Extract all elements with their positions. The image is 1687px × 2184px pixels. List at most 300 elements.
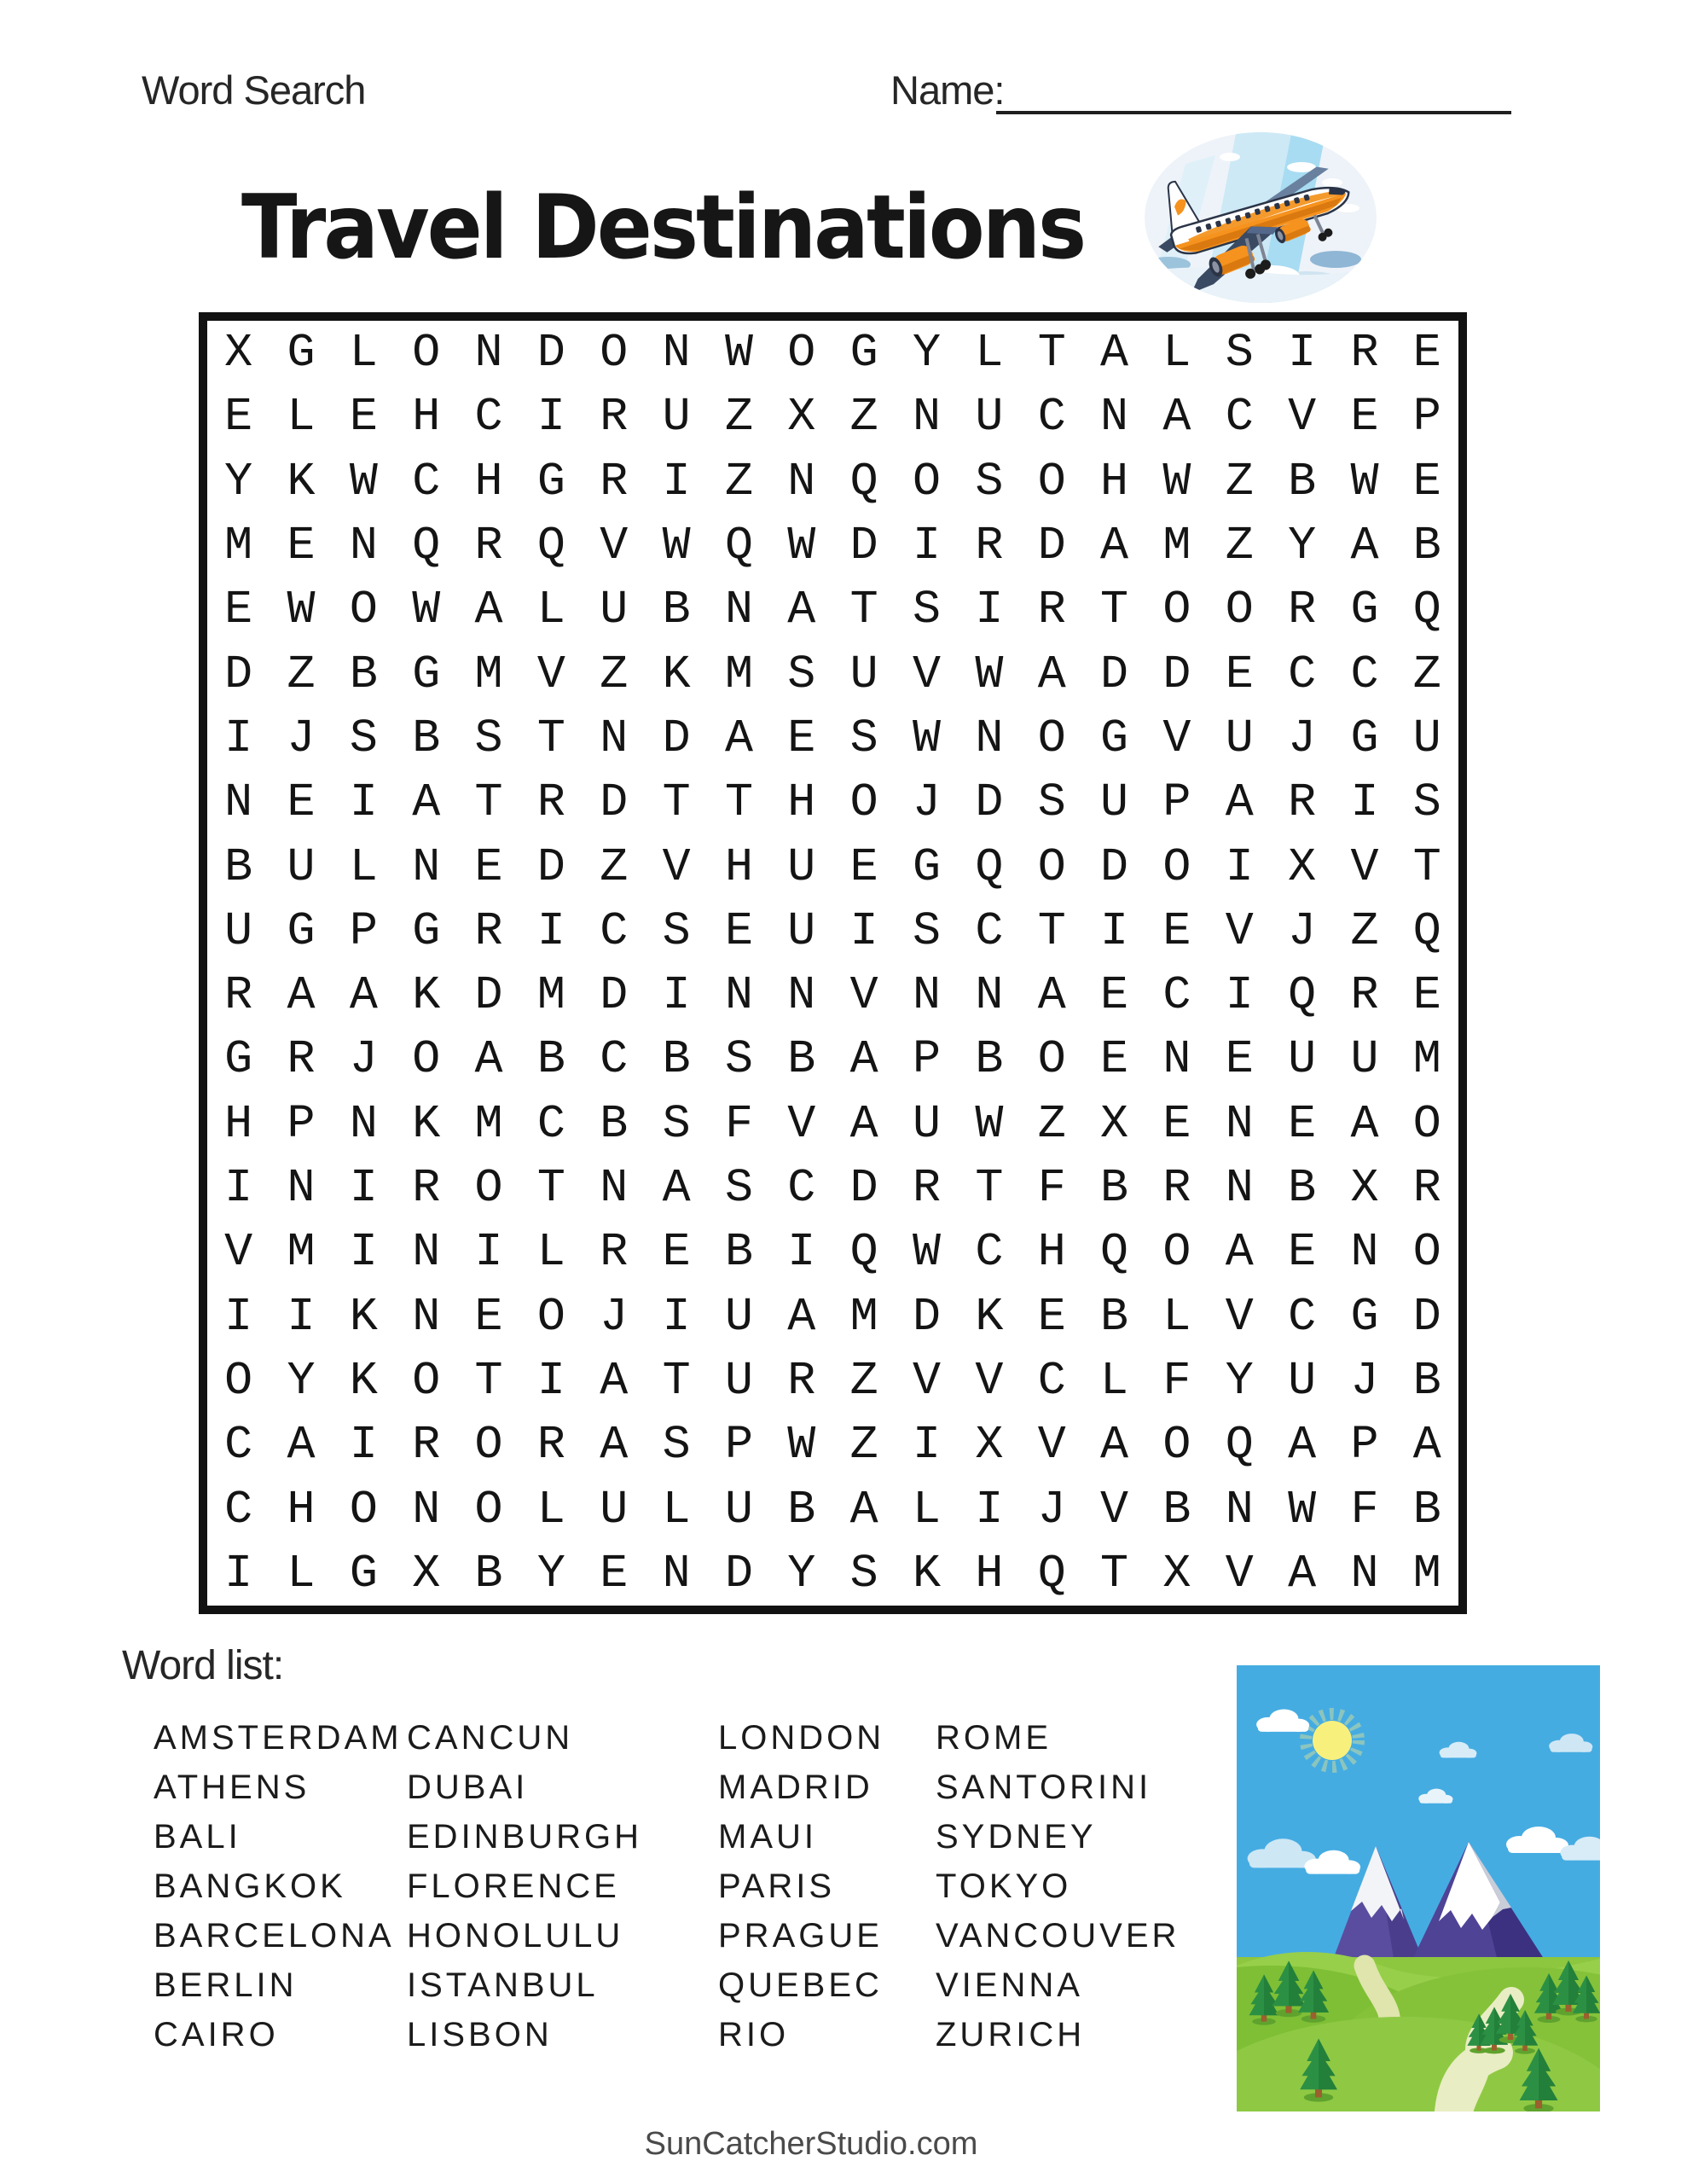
grid-cell[interactable]: A xyxy=(1350,1096,1379,1151)
grid-cell[interactable]: N xyxy=(412,839,441,894)
grid-cell[interactable]: X xyxy=(412,1546,441,1600)
grid-cell[interactable]: D xyxy=(662,711,691,765)
grid-cell[interactable]: B xyxy=(787,1032,816,1087)
grid-cell[interactable]: C xyxy=(536,1096,565,1151)
grid-cell[interactable]: E xyxy=(1412,968,1441,1023)
grid-cell[interactable]: A xyxy=(724,711,753,765)
grid-cell[interactable]: B xyxy=(224,839,253,894)
grid-cell[interactable]: Q xyxy=(1100,1225,1129,1280)
grid-cell[interactable]: C xyxy=(412,454,441,508)
grid-cell[interactable]: J xyxy=(1288,711,1317,765)
grid-cell[interactable]: N xyxy=(1350,1225,1379,1280)
grid-cell[interactable]: Y xyxy=(787,1546,816,1600)
grid-cell[interactable]: U xyxy=(600,1482,629,1536)
grid-cell[interactable]: W xyxy=(975,647,1004,701)
grid-cell[interactable]: E xyxy=(287,775,316,830)
grid-cell[interactable]: V xyxy=(1037,1418,1066,1472)
grid-cell[interactable]: W xyxy=(662,519,691,573)
grid-cell[interactable]: G xyxy=(287,903,316,958)
grid-cell[interactable]: J xyxy=(600,1289,629,1344)
grid-cell[interactable]: V xyxy=(913,647,942,701)
grid-cell[interactable]: K xyxy=(349,1289,378,1344)
grid-cell[interactable]: R xyxy=(287,1032,316,1087)
grid-cell[interactable]: J xyxy=(1350,1353,1379,1408)
grid-cell[interactable]: L xyxy=(287,1546,316,1600)
grid-cell[interactable]: V xyxy=(913,1353,942,1408)
grid-cell[interactable]: M xyxy=(1412,1032,1441,1087)
grid-cell[interactable]: I xyxy=(1100,903,1129,958)
grid-cell[interactable]: Q xyxy=(849,454,878,508)
grid-cell[interactable]: N xyxy=(1225,1161,1254,1216)
grid-cell[interactable]: B xyxy=(600,1096,629,1151)
grid-cell[interactable]: I xyxy=(1225,968,1254,1023)
grid-cell[interactable]: R xyxy=(536,1418,565,1472)
grid-cell[interactable]: T xyxy=(662,775,691,830)
grid-cell[interactable]: U xyxy=(849,647,878,701)
grid-cell[interactable]: E xyxy=(787,711,816,765)
grid-cell[interactable]: B xyxy=(662,583,691,637)
grid-cell[interactable]: O xyxy=(1162,839,1191,894)
grid-cell[interactable]: R xyxy=(224,968,253,1023)
grid-cell[interactable]: L xyxy=(349,839,378,894)
grid-cell[interactable]: I xyxy=(536,903,565,958)
grid-cell[interactable]: N xyxy=(913,968,942,1023)
grid-cell[interactable]: H xyxy=(724,839,753,894)
grid-cell[interactable]: J xyxy=(1288,903,1317,958)
grid-cell[interactable]: C xyxy=(1288,1289,1317,1344)
grid-cell[interactable]: I xyxy=(349,1225,378,1280)
grid-cell[interactable]: N xyxy=(1350,1546,1379,1600)
grid-cell[interactable]: M xyxy=(849,1289,878,1344)
grid-cell[interactable]: D xyxy=(1100,647,1129,701)
grid-cell[interactable]: S xyxy=(662,1418,691,1472)
grid-cell[interactable]: O xyxy=(1037,839,1066,894)
grid-cell[interactable]: N xyxy=(412,1225,441,1280)
grid-cell[interactable]: S xyxy=(913,583,942,637)
grid-cell[interactable]: I xyxy=(349,1418,378,1472)
grid-cell[interactable]: L xyxy=(349,326,378,380)
grid-cell[interactable]: U xyxy=(975,390,1004,444)
grid-cell[interactable]: O xyxy=(412,1353,441,1408)
grid-cell[interactable]: T xyxy=(1100,583,1129,637)
grid-cell[interactable]: Z xyxy=(1225,454,1254,508)
grid-cell[interactable]: U xyxy=(724,1353,753,1408)
grid-cell[interactable]: I xyxy=(662,968,691,1023)
grid-cell[interactable]: U xyxy=(600,583,629,637)
grid-cell[interactable]: I xyxy=(224,1546,253,1600)
grid-cell[interactable]: N xyxy=(913,390,942,444)
grid-cell[interactable]: L xyxy=(536,583,565,637)
grid-cell[interactable]: T xyxy=(536,1161,565,1216)
grid-cell[interactable]: Y xyxy=(536,1546,565,1600)
grid-cell[interactable]: E xyxy=(349,390,378,444)
grid-cell[interactable]: R xyxy=(1037,583,1066,637)
grid-cell[interactable]: R xyxy=(600,390,629,444)
grid-cell[interactable]: Q xyxy=(1225,1418,1254,1472)
grid-cell[interactable]: S xyxy=(1037,775,1066,830)
grid-cell[interactable]: S xyxy=(724,1032,753,1087)
grid-cell[interactable]: E xyxy=(1162,1096,1191,1151)
grid-cell[interactable]: Q xyxy=(724,519,753,573)
grid-cell[interactable]: U xyxy=(287,839,316,894)
grid-cell[interactable]: O xyxy=(849,775,878,830)
grid-cell[interactable]: O xyxy=(1162,583,1191,637)
grid-cell[interactable]: D xyxy=(1412,1289,1441,1344)
grid-cell[interactable]: J xyxy=(349,1032,378,1087)
grid-cell[interactable]: Z xyxy=(600,839,629,894)
grid-cell[interactable]: E xyxy=(1412,454,1441,508)
grid-cell[interactable]: H xyxy=(412,390,441,444)
grid-cell[interactable]: S xyxy=(913,903,942,958)
grid-cell[interactable]: T xyxy=(1037,326,1066,380)
grid-cell[interactable]: D xyxy=(849,519,878,573)
grid-cell[interactable]: O xyxy=(536,1289,565,1344)
grid-cell[interactable]: F xyxy=(1037,1161,1066,1216)
grid-cell[interactable]: S xyxy=(349,711,378,765)
grid-cell[interactable]: H xyxy=(474,454,503,508)
grid-cell[interactable]: A xyxy=(1037,968,1066,1023)
grid-cell[interactable]: G xyxy=(1350,583,1379,637)
grid-cell[interactable]: U xyxy=(1288,1032,1317,1087)
grid-cell[interactable]: R xyxy=(975,519,1004,573)
grid-cell[interactable]: V xyxy=(975,1353,1004,1408)
grid-cell[interactable]: B xyxy=(536,1032,565,1087)
grid-cell[interactable]: D xyxy=(1037,519,1066,573)
grid-cell[interactable]: O xyxy=(1037,711,1066,765)
grid-cell[interactable]: W xyxy=(1350,454,1379,508)
grid-cell[interactable]: K xyxy=(412,968,441,1023)
grid-cell[interactable]: I xyxy=(662,1289,691,1344)
grid-cell[interactable]: Q xyxy=(1412,583,1441,637)
grid-cell[interactable]: R xyxy=(1350,326,1379,380)
grid-cell[interactable]: H xyxy=(1037,1225,1066,1280)
grid-cell[interactable]: C xyxy=(1162,968,1191,1023)
grid-cell[interactable]: C xyxy=(1037,390,1066,444)
grid-cell[interactable]: P xyxy=(287,1096,316,1151)
grid-cell[interactable]: N xyxy=(1225,1482,1254,1536)
grid-cell[interactable]: R xyxy=(1350,968,1379,1023)
grid-cell[interactable]: N xyxy=(224,775,253,830)
grid-cell[interactable]: V xyxy=(849,968,878,1023)
grid-cell[interactable]: F xyxy=(1350,1482,1379,1536)
grid-cell[interactable]: Q xyxy=(536,519,565,573)
grid-cell[interactable]: G xyxy=(536,454,565,508)
grid-cell[interactable]: C xyxy=(787,1161,816,1216)
grid-cell[interactable]: M xyxy=(536,968,565,1023)
grid-cell[interactable]: A xyxy=(287,968,316,1023)
grid-cell[interactable]: E xyxy=(1225,647,1254,701)
grid-cell[interactable]: V xyxy=(1162,711,1191,765)
grid-cell[interactable]: G xyxy=(1350,1289,1379,1344)
grid-cell[interactable]: C xyxy=(474,390,503,444)
grid-cell[interactable]: M xyxy=(1162,519,1191,573)
grid-cell[interactable]: A xyxy=(1288,1546,1317,1600)
grid-cell[interactable]: V xyxy=(662,839,691,894)
grid-cell[interactable]: E xyxy=(724,903,753,958)
grid-cell[interactable]: I xyxy=(224,1289,253,1344)
grid-cell[interactable]: A xyxy=(600,1418,629,1472)
grid-cell[interactable]: W xyxy=(975,1096,1004,1151)
grid-cell[interactable]: E xyxy=(224,583,253,637)
grid-cell[interactable]: V xyxy=(1225,903,1254,958)
grid-cell[interactable]: O xyxy=(1225,583,1254,637)
grid-cell[interactable]: B xyxy=(1412,1353,1441,1408)
grid-cell[interactable]: E xyxy=(849,839,878,894)
grid-cell[interactable]: G xyxy=(412,903,441,958)
grid-cell[interactable]: E xyxy=(1225,1032,1254,1087)
grid-cell[interactable]: Z xyxy=(724,454,753,508)
grid-cell[interactable]: K xyxy=(975,1289,1004,1344)
grid-cell[interactable]: N xyxy=(975,968,1004,1023)
grid-cell[interactable]: M xyxy=(724,647,753,701)
grid-cell[interactable]: S xyxy=(1412,775,1441,830)
grid-cell[interactable]: L xyxy=(1162,326,1191,380)
grid-cell[interactable]: H xyxy=(975,1546,1004,1600)
grid-cell[interactable]: S xyxy=(975,454,1004,508)
grid-cell[interactable]: C xyxy=(224,1418,253,1472)
grid-cell[interactable]: U xyxy=(787,903,816,958)
grid-cell[interactable]: T xyxy=(724,775,753,830)
grid-cell[interactable]: R xyxy=(1288,775,1317,830)
grid-cell[interactable]: E xyxy=(1100,1032,1129,1087)
grid-cell[interactable]: V xyxy=(536,647,565,701)
grid-cell[interactable]: M xyxy=(474,1096,503,1151)
grid-cell[interactable]: N xyxy=(474,326,503,380)
grid-cell[interactable]: I xyxy=(849,903,878,958)
grid-cell[interactable]: A xyxy=(1225,1225,1254,1280)
grid-cell[interactable]: E xyxy=(1288,1225,1317,1280)
grid-cell[interactable]: P xyxy=(349,903,378,958)
grid-cell[interactable]: S xyxy=(662,903,691,958)
grid-cell[interactable]: O xyxy=(412,326,441,380)
grid-cell[interactable]: I xyxy=(224,1161,253,1216)
grid-cell[interactable]: U xyxy=(1350,1032,1379,1087)
grid-cell[interactable]: O xyxy=(787,326,816,380)
grid-cell[interactable]: D xyxy=(600,775,629,830)
grid-cell[interactable]: H xyxy=(224,1096,253,1151)
grid-cell[interactable]: B xyxy=(1412,1482,1441,1536)
grid-cell[interactable]: X xyxy=(1350,1161,1379,1216)
grid-cell[interactable]: U xyxy=(1288,1353,1317,1408)
grid-cell[interactable]: Q xyxy=(1412,903,1441,958)
grid-cell[interactable]: L xyxy=(536,1225,565,1280)
grid-cell[interactable]: Z xyxy=(1350,903,1379,958)
grid-cell[interactable]: V xyxy=(600,519,629,573)
grid-cell[interactable]: T xyxy=(1037,903,1066,958)
grid-cell[interactable]: R xyxy=(474,519,503,573)
grid-cell[interactable]: T xyxy=(662,1353,691,1408)
grid-cell[interactable]: A xyxy=(1288,1418,1317,1472)
grid-cell[interactable]: I xyxy=(662,454,691,508)
grid-cell[interactable]: B xyxy=(1162,1482,1191,1536)
grid-cell[interactable]: B xyxy=(662,1032,691,1087)
grid-cell[interactable]: R xyxy=(600,454,629,508)
grid-cell[interactable]: E xyxy=(1350,390,1379,444)
grid-cell[interactable]: O xyxy=(1412,1096,1441,1151)
grid-cell[interactable]: X xyxy=(1100,1096,1129,1151)
grid-cell[interactable]: Q xyxy=(849,1225,878,1280)
grid-cell[interactable]: N xyxy=(287,1161,316,1216)
grid-cell[interactable]: N xyxy=(349,519,378,573)
grid-cell[interactable]: W xyxy=(913,1225,942,1280)
grid-cell[interactable]: I xyxy=(1288,326,1317,380)
grid-cell[interactable]: U xyxy=(1412,711,1441,765)
grid-cell[interactable]: L xyxy=(913,1482,942,1536)
grid-cell[interactable]: B xyxy=(787,1482,816,1536)
grid-cell[interactable]: Z xyxy=(1225,519,1254,573)
grid-cell[interactable]: Y xyxy=(224,454,253,508)
grid-cell[interactable]: N xyxy=(412,1289,441,1344)
grid-cell[interactable]: A xyxy=(787,1289,816,1344)
grid-cell[interactable]: X xyxy=(975,1418,1004,1472)
grid-cell[interactable]: T xyxy=(536,711,565,765)
grid-cell[interactable]: W xyxy=(913,711,942,765)
grid-cell[interactable]: L xyxy=(1100,1353,1129,1408)
grid-cell[interactable]: A xyxy=(474,583,503,637)
grid-cell[interactable]: D xyxy=(724,1546,753,1600)
grid-cell[interactable]: G xyxy=(412,647,441,701)
grid-cell[interactable]: I xyxy=(975,583,1004,637)
grid-cell[interactable]: G xyxy=(349,1546,378,1600)
grid-cell[interactable]: C xyxy=(1225,390,1254,444)
grid-cell[interactable]: O xyxy=(1162,1225,1191,1280)
grid-cell[interactable]: C xyxy=(600,903,629,958)
grid-cell[interactable]: A xyxy=(1100,519,1129,573)
grid-cell[interactable]: I xyxy=(913,519,942,573)
grid-cell[interactable]: A xyxy=(287,1418,316,1472)
grid-cell[interactable]: H xyxy=(787,775,816,830)
grid-cell[interactable]: E xyxy=(474,839,503,894)
grid-cell[interactable]: H xyxy=(287,1482,316,1536)
grid-cell[interactable]: B xyxy=(1288,454,1317,508)
grid-cell[interactable]: N xyxy=(412,1482,441,1536)
grid-cell[interactable]: T xyxy=(474,1353,503,1408)
grid-cell[interactable]: Z xyxy=(849,390,878,444)
grid-cell[interactable]: Z xyxy=(849,1418,878,1472)
grid-cell[interactable]: E xyxy=(224,390,253,444)
grid-cell[interactable]: E xyxy=(1037,1289,1066,1344)
grid-cell[interactable]: B xyxy=(1288,1161,1317,1216)
grid-cell[interactable]: E xyxy=(1288,1096,1317,1151)
grid-cell[interactable]: D xyxy=(224,647,253,701)
grid-cell[interactable]: T xyxy=(975,1161,1004,1216)
grid-cell[interactable]: S xyxy=(787,647,816,701)
grid-cell[interactable]: R xyxy=(787,1353,816,1408)
grid-cell[interactable]: A xyxy=(1412,1418,1441,1472)
grid-cell[interactable]: P xyxy=(1162,775,1191,830)
grid-cell[interactable]: O xyxy=(412,1032,441,1087)
grid-cell[interactable]: N xyxy=(600,1161,629,1216)
grid-cell[interactable]: H xyxy=(1100,454,1129,508)
grid-cell[interactable]: S xyxy=(724,1161,753,1216)
grid-cell[interactable]: W xyxy=(787,519,816,573)
grid-cell[interactable]: U xyxy=(1100,775,1129,830)
grid-cell[interactable]: D xyxy=(474,968,503,1023)
grid-cell[interactable]: N xyxy=(600,711,629,765)
grid-cell[interactable]: L xyxy=(975,326,1004,380)
grid-cell[interactable]: K xyxy=(349,1353,378,1408)
grid-cell[interactable]: Z xyxy=(1037,1096,1066,1151)
grid-cell[interactable]: X xyxy=(224,326,253,380)
grid-cell[interactable]: L xyxy=(1162,1289,1191,1344)
grid-cell[interactable]: Q xyxy=(412,519,441,573)
grid-cell[interactable]: Q xyxy=(975,839,1004,894)
grid-cell[interactable]: I xyxy=(536,1353,565,1408)
grid-cell[interactable]: Z xyxy=(1412,647,1441,701)
grid-cell[interactable]: S xyxy=(474,711,503,765)
grid-cell[interactable]: O xyxy=(474,1161,503,1216)
grid-cell[interactable]: M xyxy=(474,647,503,701)
grid-cell[interactable]: I xyxy=(1225,839,1254,894)
grid-cell[interactable]: A xyxy=(600,1353,629,1408)
grid-cell[interactable]: O xyxy=(1037,1032,1066,1087)
grid-cell[interactable]: E xyxy=(662,1225,691,1280)
grid-cell[interactable]: I xyxy=(474,1225,503,1280)
grid-cell[interactable]: C xyxy=(1288,647,1317,701)
grid-cell[interactable]: W xyxy=(1162,454,1191,508)
grid-cell[interactable]: W xyxy=(412,583,441,637)
grid-cell[interactable]: J xyxy=(913,775,942,830)
grid-cell[interactable]: E xyxy=(287,519,316,573)
grid-cell[interactable]: U xyxy=(1225,711,1254,765)
grid-cell[interactable]: D xyxy=(1100,839,1129,894)
grid-cell[interactable]: R xyxy=(1162,1161,1191,1216)
grid-cell[interactable]: R xyxy=(536,775,565,830)
grid-cell[interactable]: I xyxy=(913,1418,942,1472)
grid-cell[interactable]: V xyxy=(1350,839,1379,894)
grid-cell[interactable]: U xyxy=(724,1289,753,1344)
grid-cell[interactable]: Z xyxy=(600,647,629,701)
grid-cell[interactable]: A xyxy=(1350,519,1379,573)
grid-cell[interactable]: N xyxy=(724,968,753,1023)
grid-cell[interactable]: O xyxy=(474,1418,503,1472)
grid-cell[interactable]: D xyxy=(975,775,1004,830)
grid-cell[interactable]: B xyxy=(412,711,441,765)
grid-cell[interactable]: T xyxy=(849,583,878,637)
grid-cell[interactable]: P xyxy=(1350,1418,1379,1472)
grid-cell[interactable]: M xyxy=(287,1225,316,1280)
grid-cell[interactable]: K xyxy=(913,1546,942,1600)
grid-cell[interactable]: E xyxy=(600,1546,629,1600)
grid-cell[interactable]: I xyxy=(975,1482,1004,1536)
grid-cell[interactable]: S xyxy=(849,1546,878,1600)
grid-cell[interactable]: D xyxy=(1162,647,1191,701)
grid-cell[interactable]: M xyxy=(224,519,253,573)
grid-cell[interactable]: B xyxy=(349,647,378,701)
grid-cell[interactable]: I xyxy=(787,1225,816,1280)
grid-cell[interactable]: X xyxy=(1162,1546,1191,1600)
grid-cell[interactable]: U xyxy=(662,390,691,444)
grid-cell[interactable]: G xyxy=(849,326,878,380)
grid-cell[interactable]: N xyxy=(787,454,816,508)
grid-cell[interactable]: C xyxy=(975,1225,1004,1280)
grid-cell[interactable]: J xyxy=(287,711,316,765)
grid-cell[interactable]: O xyxy=(913,454,942,508)
grid-cell[interactable]: W xyxy=(724,326,753,380)
grid-cell[interactable]: O xyxy=(224,1353,253,1408)
grid-cell[interactable]: X xyxy=(1288,839,1317,894)
grid-cell[interactable]: F xyxy=(724,1096,753,1151)
grid-cell[interactable]: D xyxy=(913,1289,942,1344)
grid-cell[interactable]: B xyxy=(975,1032,1004,1087)
grid-cell[interactable]: A xyxy=(849,1482,878,1536)
grid-cell[interactable]: V xyxy=(1100,1482,1129,1536)
grid-cell[interactable]: G xyxy=(1100,711,1129,765)
grid-cell[interactable]: A xyxy=(1100,326,1129,380)
grid-cell[interactable]: K xyxy=(662,647,691,701)
grid-cell[interactable]: A xyxy=(849,1032,878,1087)
grid-cell[interactable]: V xyxy=(1225,1546,1254,1600)
